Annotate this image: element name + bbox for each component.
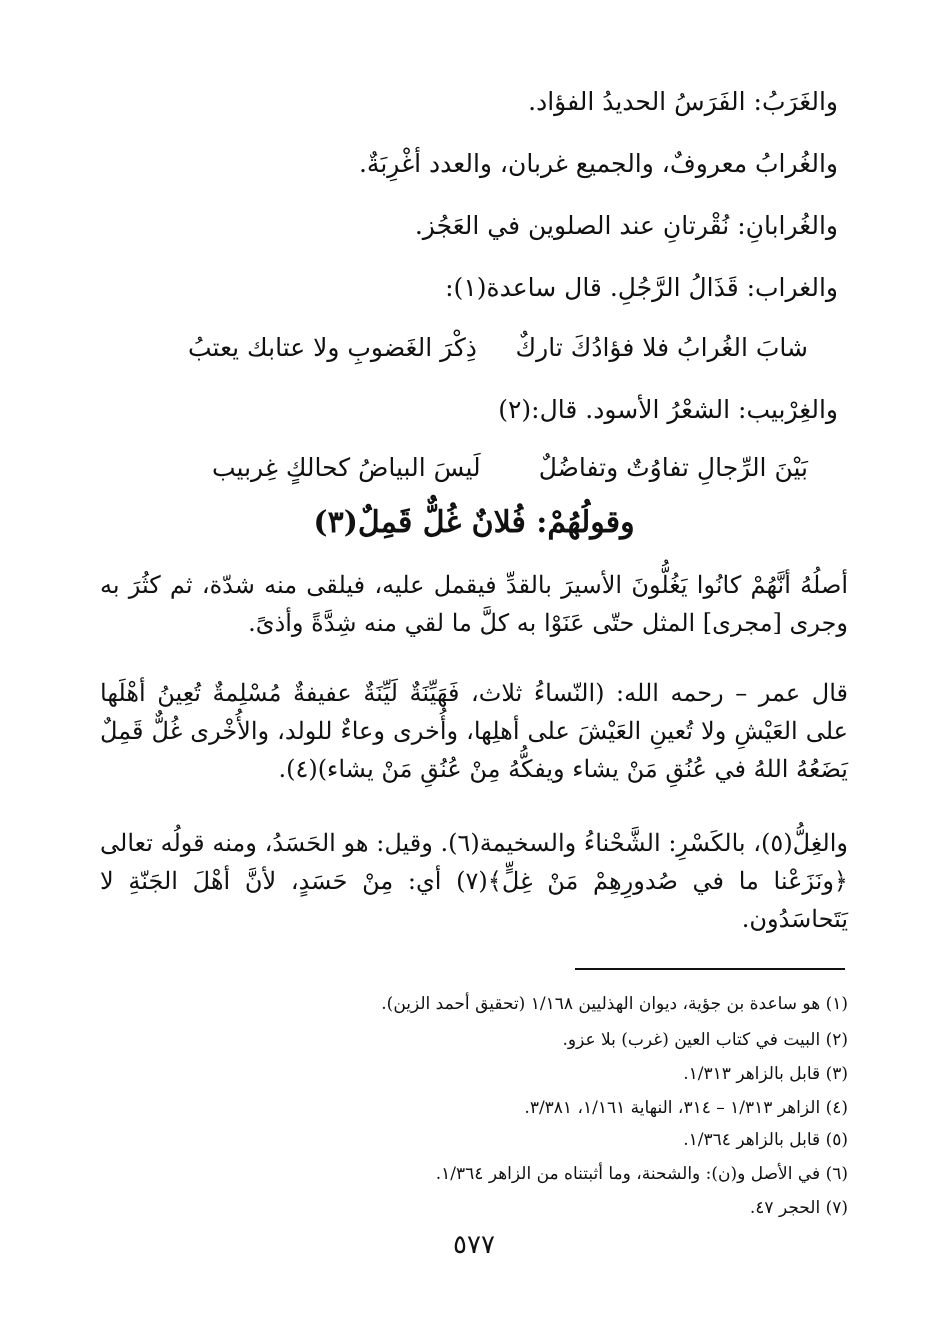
footnote-4: (٤) الزاهر ١/٣١٣ – ٣١٤، النهاية ١/١٦١، ٣/٣٨١. (524, 1098, 848, 1118)
paragraph-3-text: والغِلُّ(٥)، بالكَسْرِ: الشَّحْناءُ والسخيمة(٦). وقيل: هو الحَسَدُ، ومنه قولُه تعالى ﴿ونَزَعْنا ما في صُدورِهِمْ مَنْ غِلٍّ﴾(٧) أي: مِنْ حَسَدٍ، لأنَّ أهْلَ الجَنّةِ لا يَتَحاسَدُون. (100, 829, 848, 933)
footnote-7: (٧) الحجر ٤٧. (749, 1198, 848, 1218)
verse-1-first-hemistich: شابَ الغُرابُ فلا فؤادُكَ تاركٌ (515, 333, 808, 362)
verse-2-first-hemistich: بَيْنَ الرِّجالِ تفاوُتٌ وتفاضُلٌ (538, 453, 808, 482)
footnote-separator (575, 968, 845, 970)
page-number: ٥٧٧ (453, 1230, 495, 1260)
footnote-1: (١) هو ساعدة بن جؤية، ديوان الهذليين ١/١٦٨ (تحقيق أحمد الزين). (381, 994, 848, 1014)
text-line-3: والغُرابانِ: نُقْرتانِ عند الصلوين في العَجُز. (414, 211, 838, 240)
section-heading: وقولُهُمْ: فُلانٌ غُلٌّ قَمِلٌ(٣) (313, 505, 635, 540)
text-line-gharbib: والغِرْبيب: الشعْرُ الأسود. قال:(٢) (498, 395, 838, 424)
paragraph-1 (100, 566, 848, 642)
footnote-6: (٦) في الأصل و(ن): والشحنة، وما أثبتناه من الزاهر ١/٣٦٤. (435, 1164, 848, 1184)
paragraph-3 (100, 824, 848, 938)
text-line-2: والغُرابُ معروفٌ، والجميع غربان، والعدد أغْرِبَةٌ. (358, 149, 838, 178)
paragraph-2-text: قال عمر – رحمه الله: (النّساءُ ثلاث، فَهَيِّنَةٌ لَيِّنَةٌ عفيفةٌ مُسْلِمةٌ تُعِينُ أهْلَها على العَيْشِ ولا تُعينِ العَيْشَ على أهلِها، وأُخرى وعاءٌ للولد، والأُخْرى غُلٌّ قَمِلٌ يَضَعُهُ اللهُ في عُنُقِ مَنْ يشاء ويفكُّهُ مِنْ عُنُقِ مَنْ يشاء)(٤). (100, 679, 848, 783)
footnote-3: (٣) قابل بالزاهر ١/٣١٣. (683, 1064, 848, 1084)
verse-1-second-hemistich: ذِكْرَ الغَضوبِ ولا عتابك يعتبُ (188, 333, 477, 362)
footnote-2: (٢) البيت في كتاب العين (غرب) بلا عزو. (562, 1030, 848, 1050)
text-line-1: والغَرَبُ: الفَرَسُ الحديدُ الفؤاد. (528, 87, 838, 116)
paragraph-1-text: أصلُهُ أنَّهُمْ كانُوا يَغُلُّونَ الأسيرَ بالقدِّ فيقمل عليه، فيلقى منه شدّة، ثم كثُرَ به وجرى [مجرى] المثل حتّى عَنَوْا به كلَّ ما لقي منه شِدَّةً وأذىً. (100, 571, 848, 637)
verse-2-second-hemistich: لَيسَ البياضُ كحالكٍ غِربيب (212, 453, 481, 482)
text-line-4: والغراب: قَذَالُ الرَّجُلِ. قال ساعدة(١): (445, 273, 838, 302)
footnote-5: (٥) قابل بالزاهر ١/٣٦٤. (683, 1130, 848, 1150)
paragraph-2 (100, 674, 848, 788)
